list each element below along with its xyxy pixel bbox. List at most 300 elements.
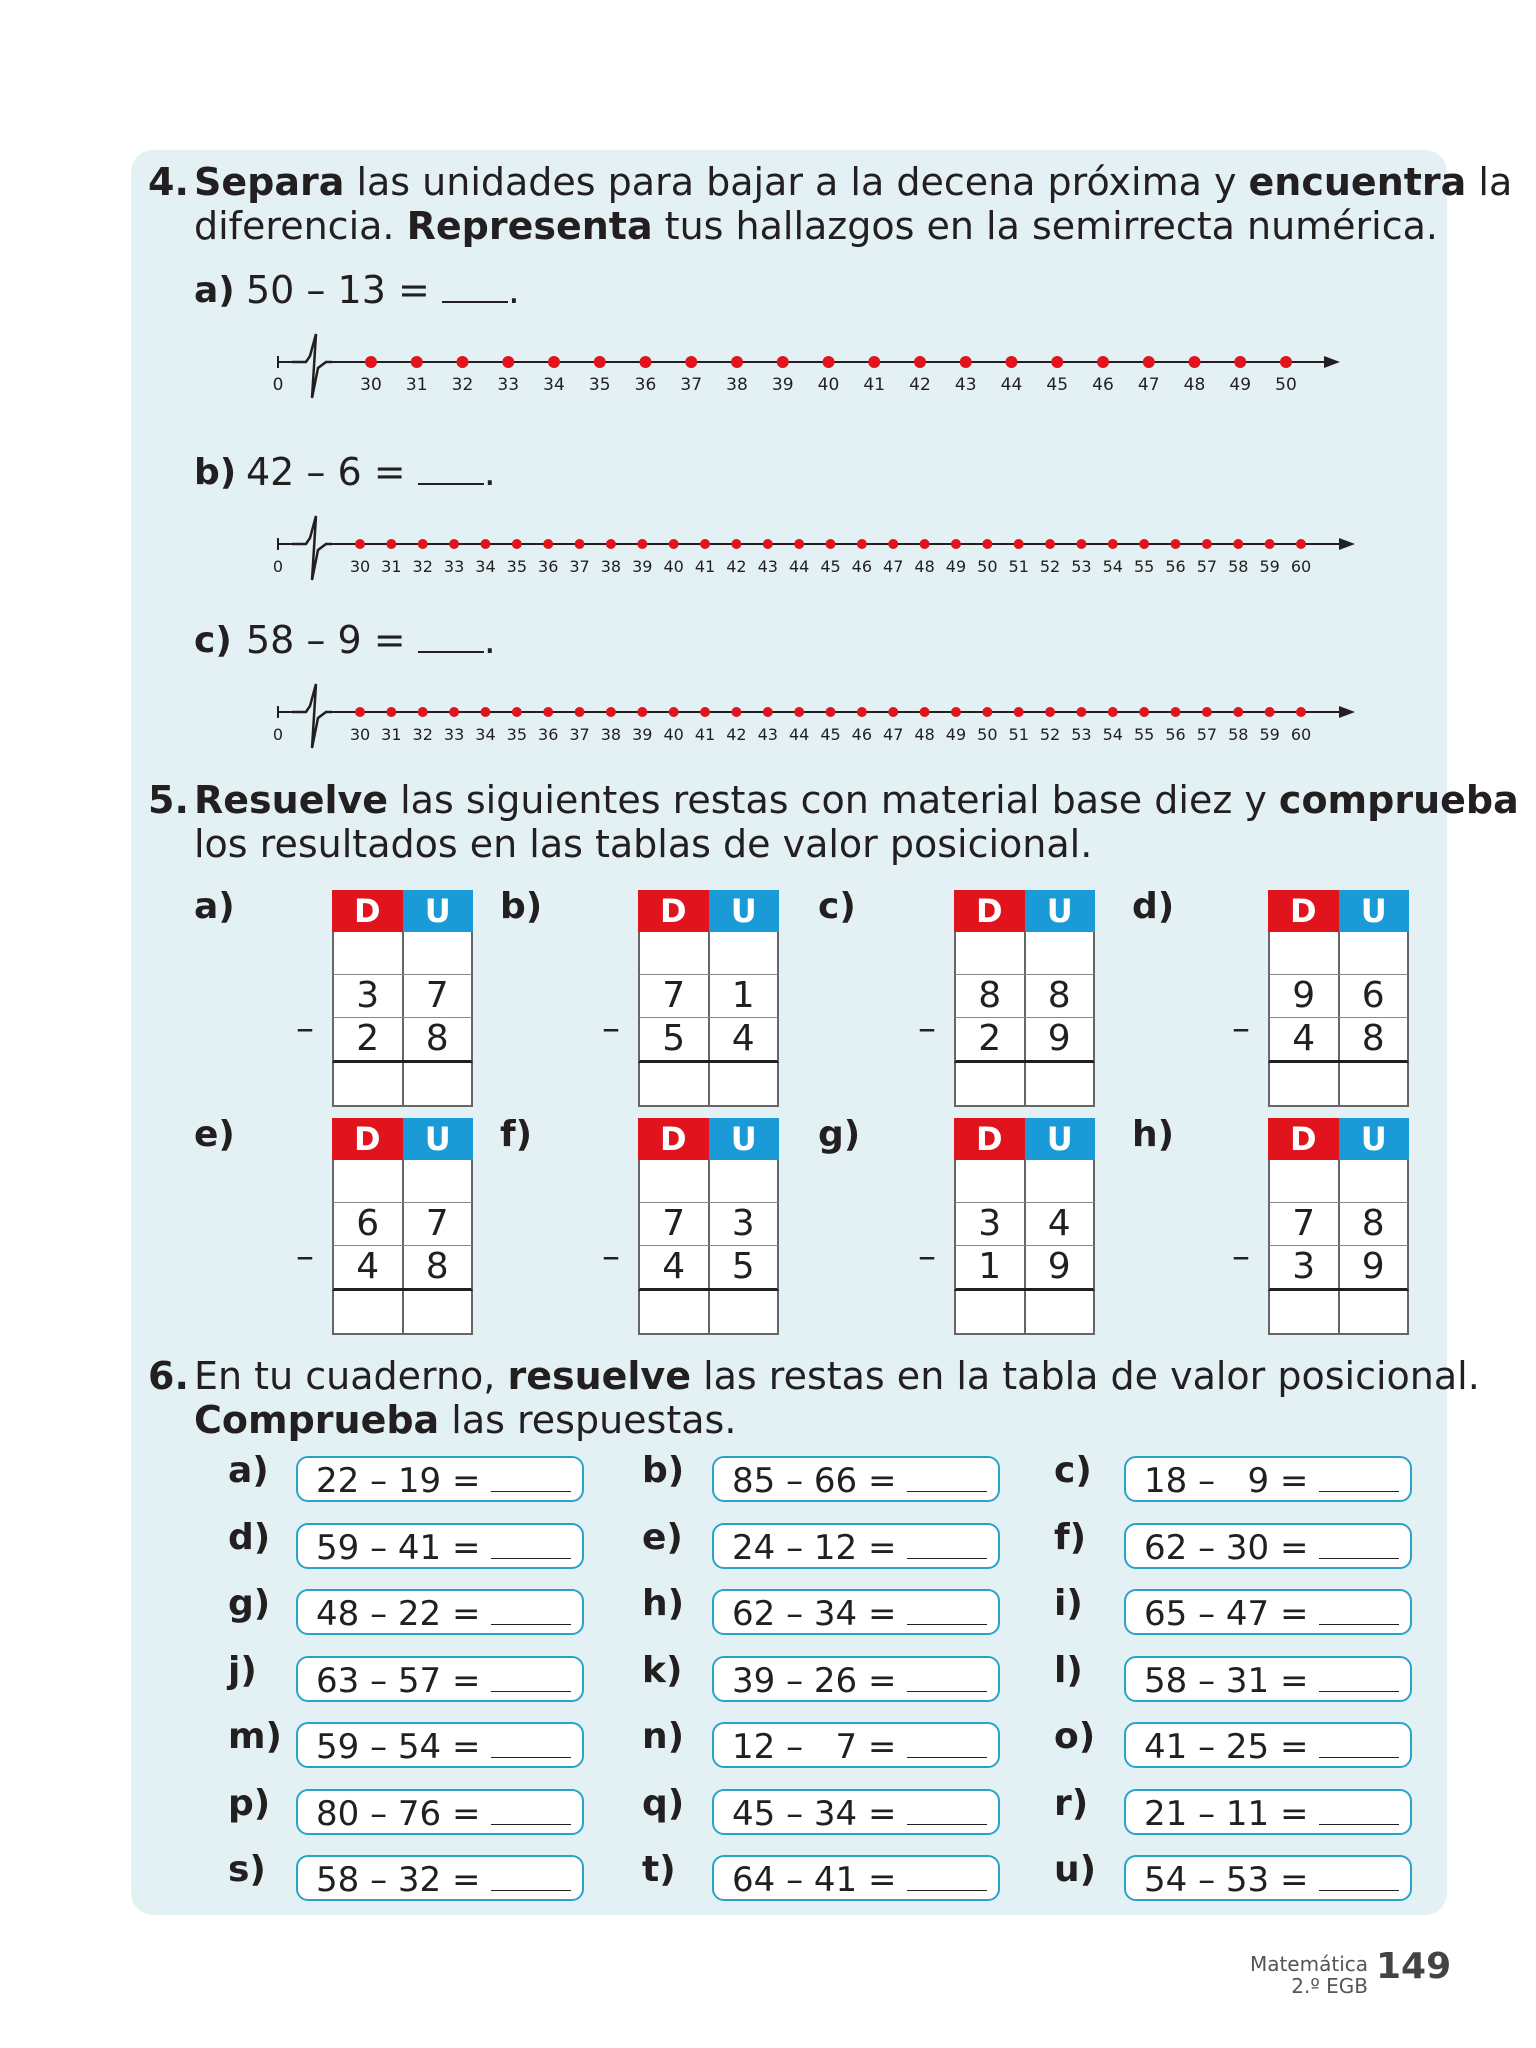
point-dot[interactable] bbox=[1265, 707, 1275, 717]
digit-cell: 8 bbox=[425, 1246, 449, 1287]
carry-cell[interactable] bbox=[1270, 932, 1340, 974]
carry-cell[interactable] bbox=[334, 932, 404, 974]
tick-label: 33 bbox=[443, 557, 465, 576]
tick-label: 50 bbox=[1275, 375, 1297, 395]
subtraction-box[interactable] bbox=[712, 1456, 1000, 1502]
subtrahend-row bbox=[954, 1246, 1095, 1291]
point-dot[interactable] bbox=[1296, 707, 1306, 717]
point-dot[interactable] bbox=[1234, 356, 1246, 368]
answer-blank[interactable] bbox=[907, 1463, 987, 1492]
tick-label: 31 bbox=[405, 375, 428, 395]
carry-cell[interactable] bbox=[1340, 1160, 1408, 1202]
tick-label: 57 bbox=[1196, 557, 1218, 576]
tick-label: 36 bbox=[634, 375, 657, 395]
subtrahend-row bbox=[638, 1246, 779, 1291]
tick-label: 53 bbox=[1071, 557, 1092, 576]
answer-blank[interactable] bbox=[491, 1596, 571, 1625]
point-dot[interactable] bbox=[777, 356, 789, 368]
point-dot[interactable] bbox=[1143, 356, 1155, 368]
tick-label: 36 bbox=[538, 725, 559, 744]
point-dot[interactable] bbox=[1076, 707, 1086, 717]
subtraction-box[interactable] bbox=[712, 1523, 1000, 1569]
subtraction-expression: 63 – 57 = bbox=[316, 1660, 481, 1701]
point-dot[interactable] bbox=[794, 707, 804, 717]
point-dot[interactable] bbox=[1296, 539, 1306, 549]
result-cell[interactable] bbox=[334, 1063, 404, 1105]
subtraction-expression: 64 – 41 = bbox=[732, 1860, 897, 1900]
place-value-table bbox=[332, 1118, 473, 1335]
tick-label: 31 bbox=[381, 725, 402, 744]
place-value-table bbox=[638, 890, 779, 1107]
minus-sign: – bbox=[918, 1008, 936, 1049]
carry-cell[interactable] bbox=[640, 1160, 710, 1202]
subtraction-box[interactable] bbox=[1124, 1523, 1412, 1569]
tick-label: 50 bbox=[977, 725, 998, 744]
tick-label: 41 bbox=[694, 557, 716, 576]
answer-blank[interactable] bbox=[491, 1530, 571, 1559]
point-dot[interactable] bbox=[575, 707, 585, 717]
tick-label: 58 bbox=[1228, 557, 1249, 576]
tick-label: 59 bbox=[1259, 557, 1280, 576]
point-dot[interactable] bbox=[868, 356, 880, 368]
tick-label: 42 bbox=[726, 557, 747, 576]
point-dot[interactable] bbox=[888, 707, 898, 717]
digit-cell: 4 bbox=[731, 1018, 755, 1059]
table-header bbox=[332, 890, 473, 932]
point-dot[interactable] bbox=[1202, 539, 1212, 549]
tick-label: 34 bbox=[543, 375, 565, 395]
point-dot[interactable] bbox=[1233, 539, 1243, 549]
ex5-label: e) bbox=[194, 1114, 235, 1155]
answer-blank[interactable] bbox=[418, 621, 484, 653]
tick-label: 55 bbox=[1133, 557, 1155, 576]
result-row bbox=[638, 1063, 779, 1107]
carry-cell[interactable] bbox=[404, 1160, 472, 1202]
table-header bbox=[1268, 890, 1409, 932]
carry-cell[interactable] bbox=[956, 932, 1026, 974]
result-cell[interactable] bbox=[640, 1291, 710, 1333]
answer-blank[interactable] bbox=[1319, 1530, 1399, 1559]
tick-label: 47 bbox=[1137, 375, 1160, 395]
point-dot[interactable] bbox=[888, 539, 898, 549]
subtraction-expression: 22 – 19 = bbox=[316, 1461, 481, 1501]
header-tens: D bbox=[332, 890, 403, 932]
point-dot[interactable] bbox=[355, 707, 365, 717]
ex6-label: s) bbox=[228, 1849, 266, 1890]
point-dot[interactable] bbox=[1202, 707, 1212, 717]
digit-cell: 8 bbox=[1361, 1018, 1385, 1059]
point-dot[interactable] bbox=[1171, 707, 1181, 717]
number-line-b bbox=[266, 506, 1346, 586]
subtraction-expression: 85 – 66 = bbox=[732, 1461, 897, 1501]
result-cell[interactable] bbox=[334, 1291, 404, 1333]
ex5-number: 5. bbox=[148, 778, 189, 822]
tick-label: 35 bbox=[588, 375, 611, 395]
point-dot[interactable] bbox=[1280, 356, 1292, 368]
tick-label: 45 bbox=[820, 557, 841, 576]
tick-label: 45 bbox=[1046, 375, 1069, 395]
point-dot[interactable] bbox=[386, 707, 396, 717]
tick-label: 39 bbox=[632, 725, 653, 744]
subtrahend-row bbox=[954, 1018, 1095, 1063]
point-dot[interactable] bbox=[960, 356, 972, 368]
carry-cell[interactable] bbox=[710, 1160, 778, 1202]
ex4-verb-representa: Representa bbox=[406, 204, 653, 248]
result-cell[interactable] bbox=[1026, 1063, 1094, 1105]
answer-blank[interactable] bbox=[491, 1463, 571, 1492]
tick-label: 41 bbox=[694, 725, 716, 744]
answer-blank[interactable] bbox=[1319, 1663, 1399, 1692]
point-dot[interactable] bbox=[669, 539, 679, 549]
point-dot[interactable] bbox=[418, 707, 428, 717]
point-dot[interactable] bbox=[857, 707, 867, 717]
point-dot[interactable] bbox=[951, 539, 961, 549]
point-dot[interactable] bbox=[502, 356, 514, 368]
tick-label: 43 bbox=[757, 557, 778, 576]
point-dot[interactable] bbox=[1171, 539, 1181, 549]
subtrahend-row bbox=[332, 1246, 473, 1291]
answer-blank[interactable] bbox=[907, 1796, 987, 1825]
point-dot[interactable] bbox=[982, 707, 992, 717]
point-dot[interactable] bbox=[1097, 356, 1109, 368]
table-header bbox=[332, 1118, 473, 1160]
point-dot[interactable] bbox=[512, 539, 522, 549]
minus-sign: – bbox=[1232, 1008, 1250, 1049]
answer-blank[interactable] bbox=[491, 1729, 571, 1758]
tick-label: 59 bbox=[1259, 725, 1280, 744]
point-dot[interactable] bbox=[1014, 707, 1024, 717]
tick-label: 44 bbox=[1000, 375, 1023, 395]
answer-blank[interactable] bbox=[907, 1596, 987, 1625]
result-cell[interactable] bbox=[1270, 1063, 1340, 1105]
point-dot[interactable] bbox=[1051, 356, 1063, 368]
carry-row bbox=[638, 1160, 779, 1203]
tick-label: 45 bbox=[820, 725, 841, 744]
tick-label: 47 bbox=[883, 557, 904, 576]
point-dot[interactable] bbox=[857, 539, 867, 549]
answer-blank[interactable] bbox=[418, 453, 484, 485]
arrow-head bbox=[1324, 356, 1340, 368]
point-dot[interactable] bbox=[457, 356, 469, 368]
result-cell[interactable] bbox=[1026, 1291, 1094, 1333]
point-dot[interactable] bbox=[669, 707, 679, 717]
header-units: U bbox=[709, 890, 780, 932]
header-tens: D bbox=[1268, 890, 1339, 932]
header-units: U bbox=[1025, 890, 1096, 932]
point-dot[interactable] bbox=[731, 356, 743, 368]
point-dot[interactable] bbox=[920, 539, 930, 549]
place-value-table bbox=[332, 890, 473, 1107]
subtraction-box[interactable] bbox=[712, 1722, 1000, 1768]
minus-sign: – bbox=[1232, 1236, 1250, 1277]
result-cell[interactable] bbox=[1270, 1291, 1340, 1333]
answer-blank[interactable] bbox=[907, 1663, 987, 1692]
carry-cell[interactable] bbox=[334, 1160, 404, 1202]
result-cell[interactable] bbox=[710, 1063, 778, 1105]
tick-label: 39 bbox=[632, 557, 653, 576]
ex5-label: a) bbox=[194, 886, 235, 927]
digit-cell: 9 bbox=[1047, 1246, 1071, 1287]
point-dot[interactable] bbox=[951, 707, 961, 717]
subtraction-box[interactable] bbox=[296, 1789, 584, 1835]
point-dot[interactable] bbox=[826, 539, 836, 549]
digit-cell: 3 bbox=[731, 1203, 755, 1244]
point-dot[interactable] bbox=[386, 539, 396, 549]
point-dot[interactable] bbox=[512, 707, 522, 717]
digit-cell: 8 bbox=[1361, 1203, 1385, 1244]
footer-grade: 2.º EGB bbox=[1291, 1974, 1368, 1998]
digit-cell: 7 bbox=[640, 975, 710, 1017]
minuend-row bbox=[954, 975, 1095, 1018]
tick-label: 35 bbox=[506, 725, 528, 744]
point-dot[interactable] bbox=[920, 707, 930, 717]
point-dot[interactable] bbox=[480, 539, 490, 549]
point-dot[interactable] bbox=[637, 539, 647, 549]
point-dot[interactable] bbox=[606, 707, 616, 717]
ex5-label: c) bbox=[818, 886, 856, 927]
tick-label: 43 bbox=[757, 725, 778, 744]
result-cell[interactable] bbox=[404, 1063, 472, 1105]
point-dot[interactable] bbox=[731, 707, 741, 717]
digit-cell: 4 bbox=[1047, 1203, 1071, 1244]
subtraction-expression: 80 – 76 = bbox=[316, 1793, 481, 1834]
subtraction-box[interactable] bbox=[296, 1656, 584, 1702]
digit-cell: 1 bbox=[731, 975, 755, 1016]
minus-sign: – bbox=[296, 1236, 314, 1277]
point-dot[interactable] bbox=[700, 707, 710, 717]
tick-label: 33 bbox=[443, 725, 465, 744]
subtraction-box[interactable] bbox=[296, 1456, 584, 1502]
point-dot[interactable] bbox=[823, 356, 835, 368]
result-cell[interactable] bbox=[956, 1063, 1026, 1105]
tick-label: 58 bbox=[1228, 725, 1249, 744]
number-line-c bbox=[266, 674, 1346, 754]
digit-cell: 6 bbox=[334, 1203, 404, 1245]
subtrahend-row bbox=[638, 1018, 779, 1063]
point-dot[interactable] bbox=[1045, 707, 1055, 717]
number-line-a bbox=[266, 324, 1346, 404]
point-dot[interactable] bbox=[543, 539, 553, 549]
place-value-table bbox=[954, 890, 1095, 1107]
carry-cell[interactable] bbox=[956, 1160, 1026, 1202]
digit-cell: 3 bbox=[956, 1203, 1026, 1245]
ex5-label: f) bbox=[500, 1114, 533, 1155]
subtrahend-row bbox=[1268, 1018, 1409, 1063]
subtraction-box[interactable] bbox=[296, 1589, 584, 1635]
ex6-label: f) bbox=[1054, 1516, 1087, 1558]
answer-blank[interactable] bbox=[1319, 1862, 1399, 1891]
subtraction-box[interactable] bbox=[712, 1855, 1000, 1901]
carry-cell[interactable] bbox=[1340, 932, 1408, 974]
point-dot[interactable] bbox=[1108, 707, 1118, 717]
answer-blank[interactable] bbox=[491, 1663, 571, 1692]
minuend-row bbox=[638, 1203, 779, 1246]
answer-blank[interactable] bbox=[907, 1729, 987, 1758]
tick-label: 44 bbox=[788, 557, 810, 576]
subtraction-box[interactable] bbox=[1124, 1656, 1412, 1702]
point-dot[interactable] bbox=[640, 356, 652, 368]
tick-label: 49 bbox=[1229, 375, 1252, 395]
answer-blank[interactable] bbox=[491, 1862, 571, 1891]
axis-break bbox=[292, 516, 332, 580]
answer-blank[interactable] bbox=[491, 1796, 571, 1825]
carry-cell[interactable] bbox=[640, 932, 710, 974]
subtraction-box[interactable] bbox=[1124, 1789, 1412, 1835]
subtraction-box[interactable] bbox=[296, 1722, 584, 1768]
tick-label: 43 bbox=[954, 375, 977, 395]
carry-row bbox=[1268, 932, 1409, 975]
ex6-label: p) bbox=[228, 1782, 271, 1824]
subtraction-box[interactable] bbox=[1124, 1456, 1412, 1502]
point-dot[interactable] bbox=[365, 356, 377, 368]
subtraction-box[interactable] bbox=[296, 1855, 584, 1901]
subtraction-box[interactable] bbox=[712, 1589, 1000, 1635]
result-row bbox=[1268, 1063, 1409, 1107]
place-value-table bbox=[1268, 890, 1409, 1107]
carry-cell[interactable] bbox=[404, 932, 472, 974]
point-dot[interactable] bbox=[1189, 356, 1201, 368]
point-dot[interactable] bbox=[355, 539, 365, 549]
ex6-label: b) bbox=[642, 1450, 685, 1491]
point-dot[interactable] bbox=[480, 707, 490, 717]
result-row bbox=[332, 1291, 473, 1335]
point-dot[interactable] bbox=[731, 539, 741, 549]
tick-label: 51 bbox=[1008, 557, 1029, 576]
point-dot[interactable] bbox=[411, 356, 423, 368]
result-cell[interactable] bbox=[710, 1291, 778, 1333]
result-cell[interactable] bbox=[956, 1291, 1026, 1333]
ex4c-label: c) bbox=[194, 620, 232, 661]
answer-blank[interactable] bbox=[1319, 1796, 1399, 1825]
result-cell[interactable] bbox=[1340, 1063, 1408, 1105]
carry-row bbox=[1268, 1160, 1409, 1203]
tick-label: 35 bbox=[506, 557, 528, 576]
tick-label: 30 bbox=[360, 375, 382, 395]
point-dot[interactable] bbox=[637, 707, 647, 717]
digit-cell: 5 bbox=[640, 1018, 710, 1060]
tick-label: 51 bbox=[1008, 725, 1029, 744]
point-dot[interactable] bbox=[1265, 539, 1275, 549]
point-dot[interactable] bbox=[826, 707, 836, 717]
ex6-label: a) bbox=[228, 1450, 269, 1491]
tick-label: 42 bbox=[726, 725, 747, 744]
tick-label: 37 bbox=[569, 725, 590, 744]
point-dot[interactable] bbox=[1108, 539, 1118, 549]
digit-cell: 9 bbox=[1047, 1018, 1071, 1059]
result-row bbox=[954, 1291, 1095, 1335]
ex6-label: h) bbox=[642, 1583, 685, 1624]
carry-cell[interactable] bbox=[1270, 1160, 1340, 1202]
tick-label: 40 bbox=[817, 375, 840, 395]
point-dot[interactable] bbox=[1006, 356, 1018, 368]
point-dot[interactable] bbox=[1139, 539, 1149, 549]
point-dot[interactable] bbox=[543, 707, 553, 717]
answer-blank[interactable] bbox=[442, 271, 508, 303]
digit-cell: 1 bbox=[956, 1246, 1026, 1288]
subtraction-box[interactable] bbox=[712, 1656, 1000, 1702]
point-dot[interactable] bbox=[685, 356, 697, 368]
point-dot[interactable] bbox=[700, 539, 710, 549]
minuend-row bbox=[1268, 975, 1409, 1018]
subtraction-expression: 65 – 47 = bbox=[1144, 1594, 1309, 1634]
point-dot[interactable] bbox=[548, 356, 560, 368]
digit-cell: 2 bbox=[334, 1018, 404, 1060]
ex6-label: k) bbox=[642, 1649, 683, 1691]
point-dot[interactable] bbox=[1139, 707, 1149, 717]
answer-blank[interactable] bbox=[907, 1530, 987, 1559]
answer-blank[interactable] bbox=[1319, 1729, 1399, 1758]
point-dot[interactable] bbox=[449, 539, 459, 549]
ex6-label: q) bbox=[642, 1782, 685, 1824]
tick-label: 60 bbox=[1290, 725, 1312, 744]
point-dot[interactable] bbox=[594, 356, 606, 368]
result-cell[interactable] bbox=[640, 1063, 710, 1105]
point-dot[interactable] bbox=[914, 356, 926, 368]
ex6-label: e) bbox=[642, 1516, 683, 1558]
ex5-label: d) bbox=[1132, 886, 1175, 927]
ex6-label: g) bbox=[228, 1583, 271, 1624]
point-dot[interactable] bbox=[1076, 539, 1086, 549]
header-tens: D bbox=[954, 890, 1025, 932]
subtraction-box[interactable] bbox=[1124, 1589, 1412, 1635]
point-dot[interactable] bbox=[606, 539, 616, 549]
tick-label: 39 bbox=[771, 375, 794, 395]
ex4-verb-separa: Separa bbox=[194, 160, 345, 204]
tick-label: 40 bbox=[663, 557, 684, 576]
subtraction-box[interactable] bbox=[1124, 1855, 1412, 1901]
point-dot[interactable] bbox=[982, 539, 992, 549]
minuend-row bbox=[332, 1203, 473, 1246]
answer-blank[interactable] bbox=[907, 1862, 987, 1891]
result-cell[interactable] bbox=[1340, 1291, 1408, 1333]
point-dot[interactable] bbox=[1233, 707, 1243, 717]
subtraction-box[interactable] bbox=[296, 1523, 584, 1569]
subtraction-expression: 58 – 31 = bbox=[1144, 1660, 1309, 1701]
point-dot[interactable] bbox=[794, 539, 804, 549]
ex4-verb-encuentra: encuentra bbox=[1248, 160, 1467, 204]
point-dot[interactable] bbox=[418, 539, 428, 549]
subtraction-expression: 58 – 32 = bbox=[316, 1860, 481, 1900]
point-dot[interactable] bbox=[575, 539, 585, 549]
ex6-label: j) bbox=[228, 1649, 257, 1691]
carry-row bbox=[332, 1160, 473, 1203]
carry-cell[interactable] bbox=[1026, 932, 1094, 974]
minus-sign: – bbox=[918, 1236, 936, 1277]
point-dot[interactable] bbox=[449, 707, 459, 717]
ex4a-label: a) bbox=[194, 270, 235, 311]
subtraction-box[interactable] bbox=[712, 1789, 1000, 1835]
carry-cell[interactable] bbox=[1026, 1160, 1094, 1202]
result-cell[interactable] bbox=[404, 1291, 472, 1333]
subtraction-expression: 41 – 25 = bbox=[1144, 1727, 1309, 1767]
tick-label: 54 bbox=[1102, 557, 1123, 576]
tick-label-zero: 0 bbox=[272, 375, 284, 395]
answer-blank[interactable] bbox=[1319, 1596, 1399, 1625]
minuend-row bbox=[332, 975, 473, 1018]
point-dot[interactable] bbox=[763, 707, 773, 717]
subtraction-box[interactable] bbox=[1124, 1722, 1412, 1768]
ex6-label: d) bbox=[228, 1516, 271, 1558]
carry-cell[interactable] bbox=[710, 932, 778, 974]
tick-label: 38 bbox=[600, 725, 622, 744]
answer-blank[interactable] bbox=[1319, 1463, 1399, 1492]
ex6-label: r) bbox=[1054, 1782, 1089, 1824]
ex5-heading-line2: los resultados en las tablas de valor posicional. bbox=[194, 822, 1093, 866]
point-dot[interactable] bbox=[1014, 539, 1024, 549]
point-dot[interactable] bbox=[1045, 539, 1055, 549]
point-dot[interactable] bbox=[763, 539, 773, 549]
minus-sign: – bbox=[296, 1008, 314, 1049]
